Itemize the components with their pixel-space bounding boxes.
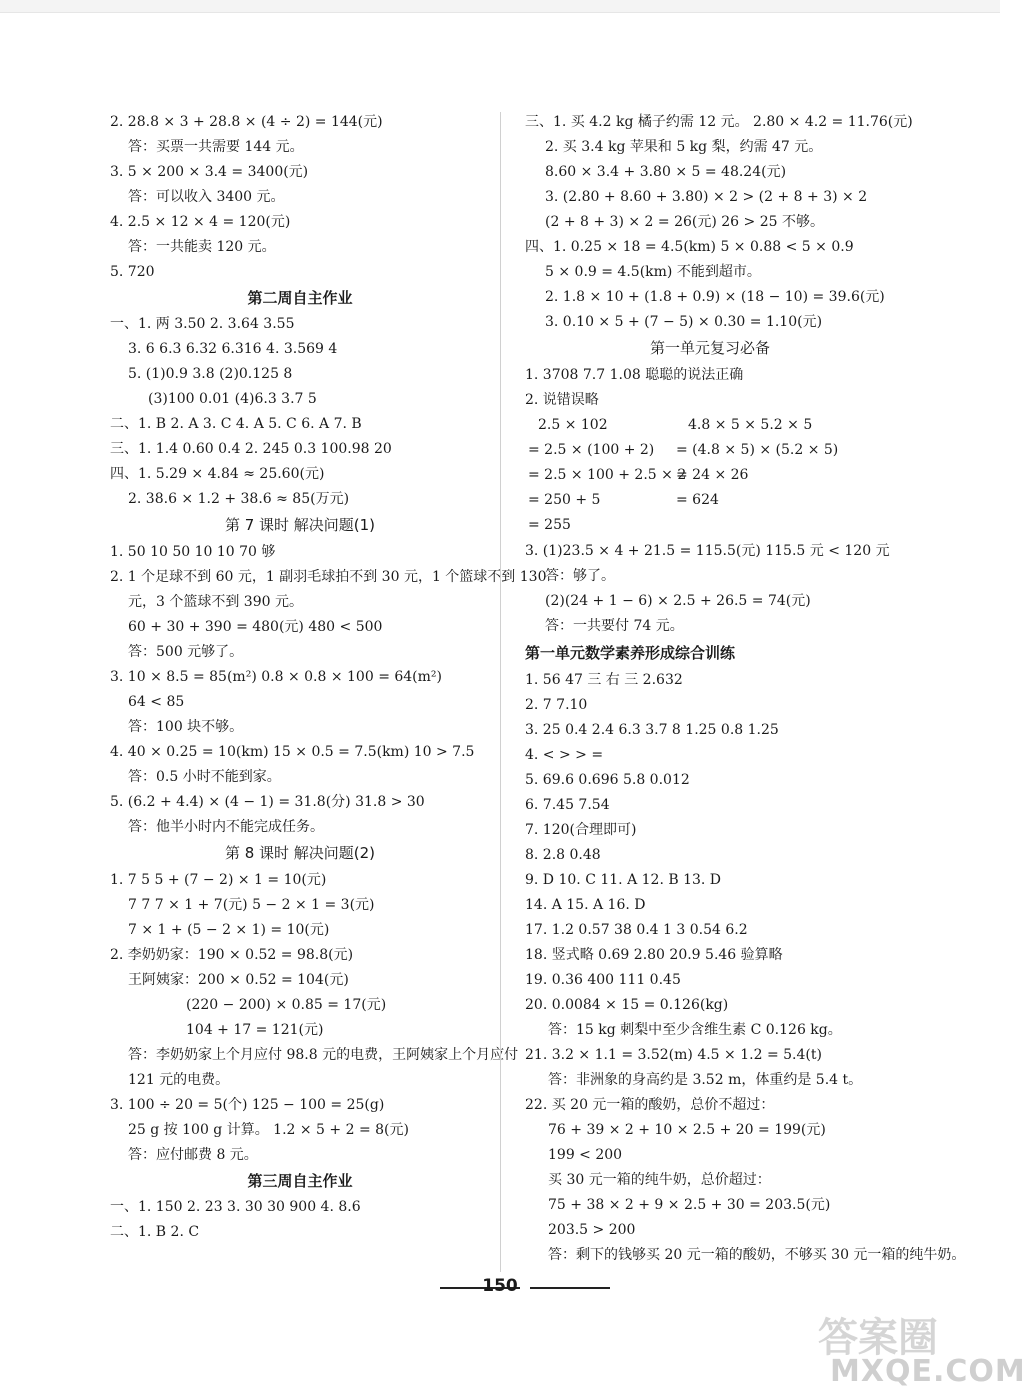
answer-line: 三、1. 买 4.2 kg 橘子约需 12 元。 2.80 × 4.2 = 11.76(元) [525,114,913,130]
answer-line: 答：非洲象的身高约是 3.52 m，体重约是 5.4 t。 [548,1072,863,1088]
answer-line: 1. 7 5 5 + (7 − 2) × 1 = 10(元) [110,872,327,888]
answer-line: 答：剩下的钱够买 20 元一箱的酸奶，不够买 30 元一箱的纯牛奶。 [548,1247,966,1263]
answer-line: 王阿姨家：200 × 0.52 = 104(元) [128,972,349,988]
answer-line: 一、1. 150 2. 23 3. 30 30 900 4. 8.6 [110,1199,361,1215]
answer-line: 1. 50 10 50 10 10 70 够 [110,544,276,560]
answer-line: 4. 2.5 × 12 × 4 = 120(元) [110,214,291,230]
answer-line: 5 × 0.9 = 4.5(km) 不能到超市。 [545,264,761,280]
answer-line: 8. 2.8 0.48 [525,847,601,863]
watermark-glyphs: 答案圈 [818,1315,938,1361]
answer-line: 25 g 按 100 g 计算。 1.2 × 5 + 2 = 8(元) [128,1122,409,1138]
calc-step: = 24 × 26 [676,467,749,483]
answer-line: 答：一共要付 74 元。 [545,618,684,634]
watermark-text: MXQE.COM [830,1354,1026,1389]
answer-line: 元，3 个篮球不到 390 元。 [128,594,303,610]
answer-line: 21. 3.2 × 1.1 = 3.52(m) 4.5 × 1.2 = 5.4(t) [525,1047,822,1063]
answer-line: 203.5 > 200 [548,1222,636,1238]
answer-line: 5. 720 [110,264,155,280]
answer-line: 18. 竖式略 0.69 2.80 20.9 5.46 验算略 [525,947,783,963]
answer-line: 3. 10 × 8.5 = 85(m²) 0.8 × 0.8 × 100 = 64(m²) [110,669,442,685]
answer-line: 答：0.5 小时不能到家。 [128,769,281,785]
calc-step: = 2.5 × (100 + 2) [528,442,655,458]
calc-step: = 2.5 × 100 + 2.5 × 2 [528,467,687,483]
answer-line: 答：李奶奶家上个月应付 98.8 元的电费，王阿姨家上个月应付 [128,1047,519,1063]
answer-line: 2. 7 7.10 [525,697,588,713]
answer-line: 76 + 39 × 2 + 10 × 2.5 + 20 = 199(元) [548,1122,826,1138]
section-title-week2: 第二周自主作业 [247,289,353,307]
answer-line: 2. 李奶奶家：190 × 0.52 = 98.8(元) [110,947,354,963]
answer-line: 3. 6 6.3 6.32 6.316 4. 3.569 4 [128,341,338,357]
answer-line: 答：买票一共需要 144 元。 [128,139,304,155]
answer-line: 答：够了。 [545,568,615,584]
answer-line: 4. 40 × 0.25 = 10(km) 15 × 0.5 = 7.5(km) 10 > 7.5 [110,744,475,760]
section-title-week3: 第三周自主作业 [247,1172,353,1190]
answer-line: 60 + 30 + 390 = 480(元) 480 < 500 [128,619,383,635]
answer-line: 2. 1.8 × 10 + (1.8 + 0.9) × (18 − 10) = 39.6(元) [545,289,885,305]
answer-line: 答：500 元够了。 [128,644,244,660]
answer-line: 19. 0.36 400 111 0.45 [525,972,681,988]
answer-line: 5. 69.6 0.696 5.8 0.012 [525,772,690,788]
answer-line: 2. 38.6 × 1.2 + 38.6 ≈ 85(万元) [128,491,350,507]
answer-line: 四、1. 0.25 × 18 = 4.5(km) 5 × 0.88 < 5 × 0.9 [525,239,854,255]
answer-line: 3. 0.10 × 5 + (7 − 5) × 0.30 = 1.10(元) [545,314,823,330]
answer-line: 8.60 × 3.4 + 3.80 × 5 = 48.24(元) [545,164,787,180]
answer-line: 答：100 块不够。 [128,719,244,735]
answer-line: 答：可以收入 3400 元。 [128,189,285,205]
answer-line: 2. 说错误略 [525,392,599,408]
answer-line: 14. A 15. A 16. D [525,897,646,913]
answer-line: 1. 56 47 三 右 三 2.632 [525,672,683,688]
answer-line: 75 + 38 × 2 + 9 × 2.5 + 30 = 203.5(元) [548,1197,831,1213]
answer-line: 3. 25 0.4 2.4 6.3 3.7 8 1.25 0.8 1.25 [525,722,779,738]
answer-line: 1. 3708 7.7 1.08 聪聪的说法正确 [525,367,744,383]
answer-line: (3)100 0.01 (4)6.3 3.7 5 [148,391,317,407]
page-number-rule-right [530,1287,610,1289]
answer-line: 2. 1 个足球不到 60 元，1 副羽毛球拍不到 30 元，1 个篮球不到 130 [110,569,547,585]
answer-line: 一、1. 两 3.50 2. 3.64 3.55 [110,316,295,332]
answer-line: 22. 买 20 元一箱的酸奶，总价不超过： [525,1097,775,1113]
answer-line: 买 30 元一箱的纯牛奶，总价超过： [548,1172,771,1188]
answer-line: 3. (2.80 + 8.60 + 3.80) × 2 > (2 + 8 + 3) × 2 [545,189,868,205]
answer-line: 答：一共能卖 120 元。 [128,239,276,255]
answer-line: 104 + 17 = 121(元) [186,1022,324,1038]
answer-line: 7 × 1 + (5 − 2 × 1) = 10(元) [128,922,330,938]
answer-line: (2 + 8 + 3) × 2 = 26(元) 26 > 25 不够。 [545,214,824,230]
calc-step: = 624 [676,492,719,508]
answer-line: 5. (6.2 + 4.4) × (4 − 1) = 31.8(分) 31.8 > 30 [110,794,425,810]
answer-line: 答：他半小时内不能完成任务。 [128,819,324,835]
answer-line: 199 < 200 [548,1147,623,1163]
answer-line: 3. 5 × 200 × 3.4 = 3400(元) [110,164,309,180]
calc-step: = 250 + 5 [528,492,601,508]
answer-line: 7 7 7 × 1 + 7(元) 5 − 2 × 1 = 3(元) [128,897,375,913]
answer-line: 64 < 85 [128,694,185,710]
section-title-review: 第一单元复习必备 [649,339,770,357]
page-number: 150 [482,1276,518,1296]
answer-line: 2. 买 3.4 kg 苹果和 5 kg 梨，约需 47 元。 [545,139,823,155]
answer-line: 三、1. 1.4 0.60 0.4 2. 245 0.3 100.98 20 [110,441,392,457]
answer-line: 二、1. B 2. C [110,1224,200,1240]
section-title-training: 第一单元数学素养形成综合训练 [525,644,736,662]
answer-line: 答：15 kg 刺梨中至少含维生素 C 0.126 kg。 [548,1022,842,1038]
section-title-lesson7: 第 7 课时 解决问题(1) [224,516,376,534]
answer-line: 121 元的电费。 [128,1072,230,1088]
answer-line: 5. (1)0.9 3.8 (2)0.125 8 [128,366,293,382]
answer-line: 答：应付邮费 8 元。 [128,1147,258,1163]
answer-line: 二、1. B 2. A 3. C 4. A 5. C 6. A 7. B [110,416,362,432]
answer-line: 9. D 10. C 11. A 12. B 13. D [525,872,722,888]
section-title-lesson8: 第 8 课时 解决问题(2) [224,844,376,862]
calc-step: 4.8 × 5 × 5.2 × 5 [688,417,813,433]
answer-line: 四、1. 5.29 × 4.84 ≈ 25.60(元) [110,466,325,482]
calc-step: 2.5 × 102 [538,417,608,433]
answer-line: 3. 100 ÷ 20 = 5(个) 125 − 100 = 25(g) [110,1097,385,1113]
watermark-logo [812,1306,1026,1389]
answer-line: 6. 7.45 7.54 [525,797,610,813]
answer-line: 2. 28.8 × 3 + 28.8 × (4 ÷ 2) = 144(元) [110,114,383,130]
answer-line: 17. 1.2 0.57 38 0.4 1 3 0.54 6.2 [525,922,748,938]
answer-line: 7. 120(合理即可) [525,822,637,838]
calc-step: = 255 [528,517,571,533]
answer-line: 3. (1)23.5 × 4 + 21.5 = 115.5(元) 115.5 元 < 120 元 [525,543,890,559]
answer-line: 4. < > > = [525,747,604,763]
answer-line: 20. 0.0084 × 15 = 0.126(kg) [525,997,729,1013]
answer-line: (220 − 200) × 0.85 = 17(元) [186,997,387,1013]
answer-line: (2)(24 + 1 − 6) × 2.5 + 26.5 = 74(元) [545,593,811,609]
calc-step: = (4.8 × 5) × (5.2 × 5) [676,442,839,458]
